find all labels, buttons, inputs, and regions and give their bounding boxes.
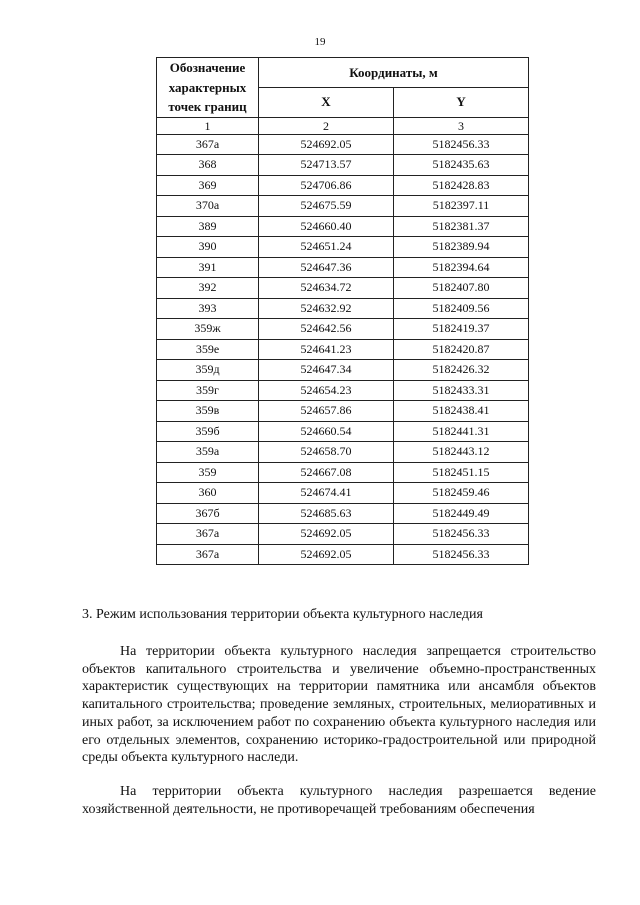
header-x: X	[259, 87, 394, 117]
table-row	[157, 544, 529, 565]
x-cell: 524675.59	[259, 196, 394, 217]
point-cell: 367б	[157, 503, 259, 524]
x-cell: 524654.23	[259, 380, 394, 401]
y-cell: 5182420.87	[394, 339, 529, 360]
point-cell: 367а	[157, 544, 259, 565]
y-cell: 5182428.83	[394, 175, 529, 196]
y-cell: 5182419.37	[394, 319, 529, 340]
y-cell: 5182449.49	[394, 503, 529, 524]
point-cell: 367а	[157, 134, 259, 155]
x-cell: 524632.92	[259, 298, 394, 319]
table-row	[157, 319, 529, 340]
x-cell: 524685.63	[259, 503, 394, 524]
table-row	[157, 483, 529, 504]
column-number-1: 1	[157, 117, 259, 134]
x-cell: 524674.41	[259, 483, 394, 504]
table-row	[157, 196, 529, 217]
x-cell: 524667.08	[259, 462, 394, 483]
column-number-3: 3	[394, 117, 529, 134]
table-row	[157, 524, 529, 545]
point-cell: 390	[157, 237, 259, 258]
x-cell: 524706.86	[259, 175, 394, 196]
point-cell: 359а	[157, 442, 259, 463]
y-cell: 5182389.94	[394, 237, 529, 258]
paragraph-permissions: На территории объекта культурного наследия разрешается ведение хозяйственной деятельности, не противоречащей требованиям обеспечения	[82, 784, 596, 817]
x-cell: 524657.86	[259, 401, 394, 422]
paragraph-prohibitions: На территории объекта культурного наследия запрещается строительство объектов капитального строительства и увеличение объемно-пространственных характеристик существующих на территории памятника или ансамбля объектов капитального строительства; проведение земляных, строительных, мелиоративных и иных работ, за исключением работ по сохранению объекта культурного наследия или его отдельных элементов, сохранению историко-градостроительной или природной среды объекта культурного наследи.	[82, 644, 596, 766]
x-cell: 524651.24	[259, 237, 394, 258]
table-row	[157, 462, 529, 483]
column-number-2: 2	[259, 117, 394, 134]
y-cell: 5182397.11	[394, 196, 529, 217]
section-heading: 3. Режим использования территории объекта культурного наследия	[82, 607, 483, 622]
table-row	[157, 216, 529, 237]
table-row	[157, 442, 529, 463]
table-row	[157, 503, 529, 524]
x-cell: 524647.34	[259, 360, 394, 381]
x-cell: 524642.56	[259, 319, 394, 340]
x-cell: 524647.36	[259, 257, 394, 278]
y-cell: 5182451.15	[394, 462, 529, 483]
point-cell: 359б	[157, 421, 259, 442]
point-cell: 392	[157, 278, 259, 299]
point-cell: 359ж	[157, 319, 259, 340]
point-cell: 391	[157, 257, 259, 278]
y-cell: 5182433.31	[394, 380, 529, 401]
point-cell: 359	[157, 462, 259, 483]
point-cell: 359д	[157, 360, 259, 381]
point-cell: 367а	[157, 524, 259, 545]
x-cell: 524658.70	[259, 442, 394, 463]
y-cell: 5182394.64	[394, 257, 529, 278]
table-row	[157, 360, 529, 381]
coordinates-table	[156, 57, 529, 565]
y-cell: 5182459.46	[394, 483, 529, 504]
point-cell: 369	[157, 175, 259, 196]
y-cell: 5182381.37	[394, 216, 529, 237]
header-coordinates: Координаты, м	[259, 58, 529, 88]
point-cell: 389	[157, 216, 259, 237]
point-cell: 359е	[157, 339, 259, 360]
point-cell: 370а	[157, 196, 259, 217]
y-cell: 5182443.12	[394, 442, 529, 463]
point-cell: 393	[157, 298, 259, 319]
y-cell: 5182456.33	[394, 134, 529, 155]
header-point-label: Обозначение характерных точек границ	[157, 58, 259, 118]
y-cell: 5182438.41	[394, 401, 529, 422]
point-cell: 359в	[157, 401, 259, 422]
y-cell: 5182407.80	[394, 278, 529, 299]
y-cell: 5182435.63	[394, 155, 529, 176]
table-row	[157, 175, 529, 196]
page-number: 19	[314, 36, 326, 48]
table-row	[157, 155, 529, 176]
table-body	[157, 134, 529, 565]
table-row	[157, 278, 529, 299]
point-cell: 368	[157, 155, 259, 176]
x-cell: 524660.54	[259, 421, 394, 442]
x-cell: 524713.57	[259, 155, 394, 176]
x-cell: 524692.05	[259, 134, 394, 155]
table-row	[157, 134, 529, 155]
y-cell: 5182456.33	[394, 524, 529, 545]
header-y: Y	[394, 87, 529, 117]
y-cell: 5182456.33	[394, 544, 529, 565]
y-cell: 5182409.56	[394, 298, 529, 319]
table-row	[157, 298, 529, 319]
x-cell: 524692.05	[259, 544, 394, 565]
y-cell: 5182426.32	[394, 360, 529, 381]
table-row	[157, 339, 529, 360]
point-cell: 360	[157, 483, 259, 504]
x-cell: 524634.72	[259, 278, 394, 299]
table-row	[157, 421, 529, 442]
x-cell: 524692.05	[259, 524, 394, 545]
table-row	[157, 401, 529, 422]
x-cell: 524660.40	[259, 216, 394, 237]
table-row	[157, 257, 529, 278]
y-cell: 5182441.31	[394, 421, 529, 442]
table-row	[157, 237, 529, 258]
table-row	[157, 380, 529, 401]
x-cell: 524641.23	[259, 339, 394, 360]
point-cell: 359г	[157, 380, 259, 401]
